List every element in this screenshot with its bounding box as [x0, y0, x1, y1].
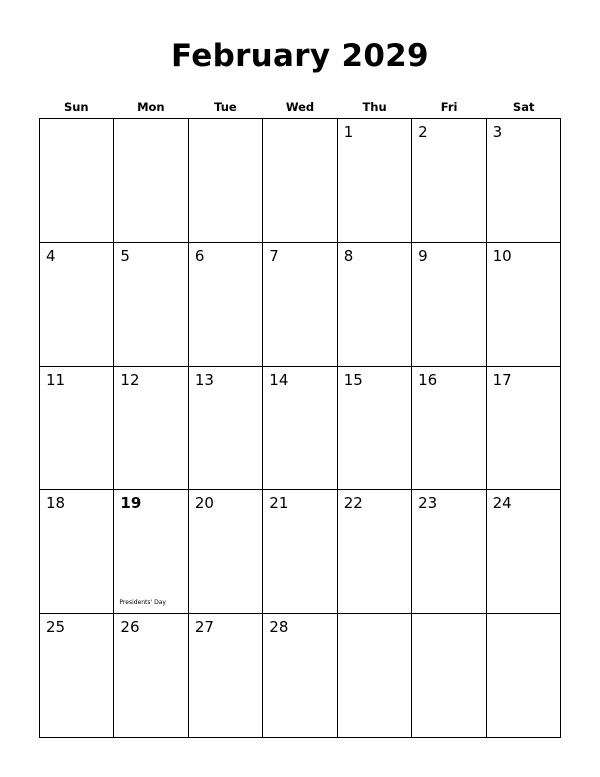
empty-day-cell	[114, 119, 188, 243]
calendar-grid	[39, 118, 561, 738]
weekday-wed: Wed	[285, 100, 315, 114]
day-cell	[338, 243, 412, 367]
day-cell	[338, 119, 412, 243]
day-number: 8	[343, 246, 354, 265]
day-cell	[114, 367, 188, 491]
day-cell	[412, 119, 486, 243]
day-cell	[338, 367, 412, 491]
day-number: 28	[269, 618, 289, 637]
day-cell	[40, 614, 114, 738]
day-cell	[189, 614, 263, 738]
empty-day-cell	[487, 614, 561, 738]
day-cell	[487, 490, 561, 614]
day-number: 26	[120, 618, 140, 637]
day-number: 27	[194, 618, 214, 637]
day-number: 6	[194, 246, 205, 265]
weekday-fri: Fri	[440, 100, 458, 114]
day-number: 24	[492, 494, 512, 513]
weekday-sat: Sat	[512, 100, 535, 114]
day-number: 22	[343, 494, 363, 513]
day-cell	[487, 367, 561, 491]
day-number: 12	[120, 370, 140, 389]
day-cell	[412, 243, 486, 367]
day-number: 21	[269, 494, 289, 513]
day-cell	[263, 367, 337, 491]
day-number: 2	[418, 123, 428, 141]
day-number: 25	[46, 618, 66, 637]
day-cell	[40, 490, 114, 614]
day-cell	[114, 243, 188, 367]
day-cell	[189, 367, 263, 491]
day-number: 16	[418, 370, 438, 389]
day-number: 19	[120, 494, 142, 513]
day-number: 14	[269, 370, 289, 389]
day-number: 11	[46, 370, 66, 389]
day-number: 3	[492, 123, 503, 141]
day-cell	[40, 243, 114, 367]
calendar-title: February 2029	[171, 38, 429, 74]
day-cell	[338, 490, 412, 614]
day-number: 1	[343, 123, 354, 141]
day-cell	[263, 243, 337, 367]
day-cell	[412, 367, 486, 491]
day-cell	[487, 119, 561, 243]
day-cell	[114, 490, 188, 614]
day-number: 23	[418, 494, 438, 513]
day-number: 18	[46, 494, 66, 513]
empty-day-cell	[40, 119, 114, 243]
day-cell	[114, 614, 188, 738]
weekday-thu: Thu	[362, 100, 387, 114]
day-cell	[263, 490, 337, 614]
weekday-header-row	[39, 99, 561, 115]
day-number: 17	[492, 370, 512, 389]
day-number: 5	[120, 246, 130, 265]
day-number: 13	[194, 370, 214, 389]
day-cell	[189, 243, 263, 367]
day-number: 20	[194, 494, 214, 513]
empty-day-cell	[412, 614, 486, 738]
day-number: 7	[269, 246, 279, 265]
empty-day-cell	[338, 614, 412, 738]
day-cell	[263, 614, 337, 738]
day-number: 4	[46, 246, 56, 265]
day-number: 10	[492, 246, 512, 265]
day-cell	[412, 490, 486, 614]
holiday-label: Presidents' Day	[119, 599, 166, 607]
weekday-mon: Mon	[137, 100, 165, 114]
day-cell	[487, 243, 561, 367]
empty-day-cell	[189, 119, 263, 243]
weekday-sun: Sun	[63, 100, 89, 114]
day-cell	[189, 490, 263, 614]
day-number: 9	[418, 246, 428, 265]
day-number: 15	[343, 370, 363, 389]
weekday-tue: Tue	[214, 100, 237, 114]
day-cell	[40, 367, 114, 491]
empty-day-cell	[263, 119, 337, 243]
